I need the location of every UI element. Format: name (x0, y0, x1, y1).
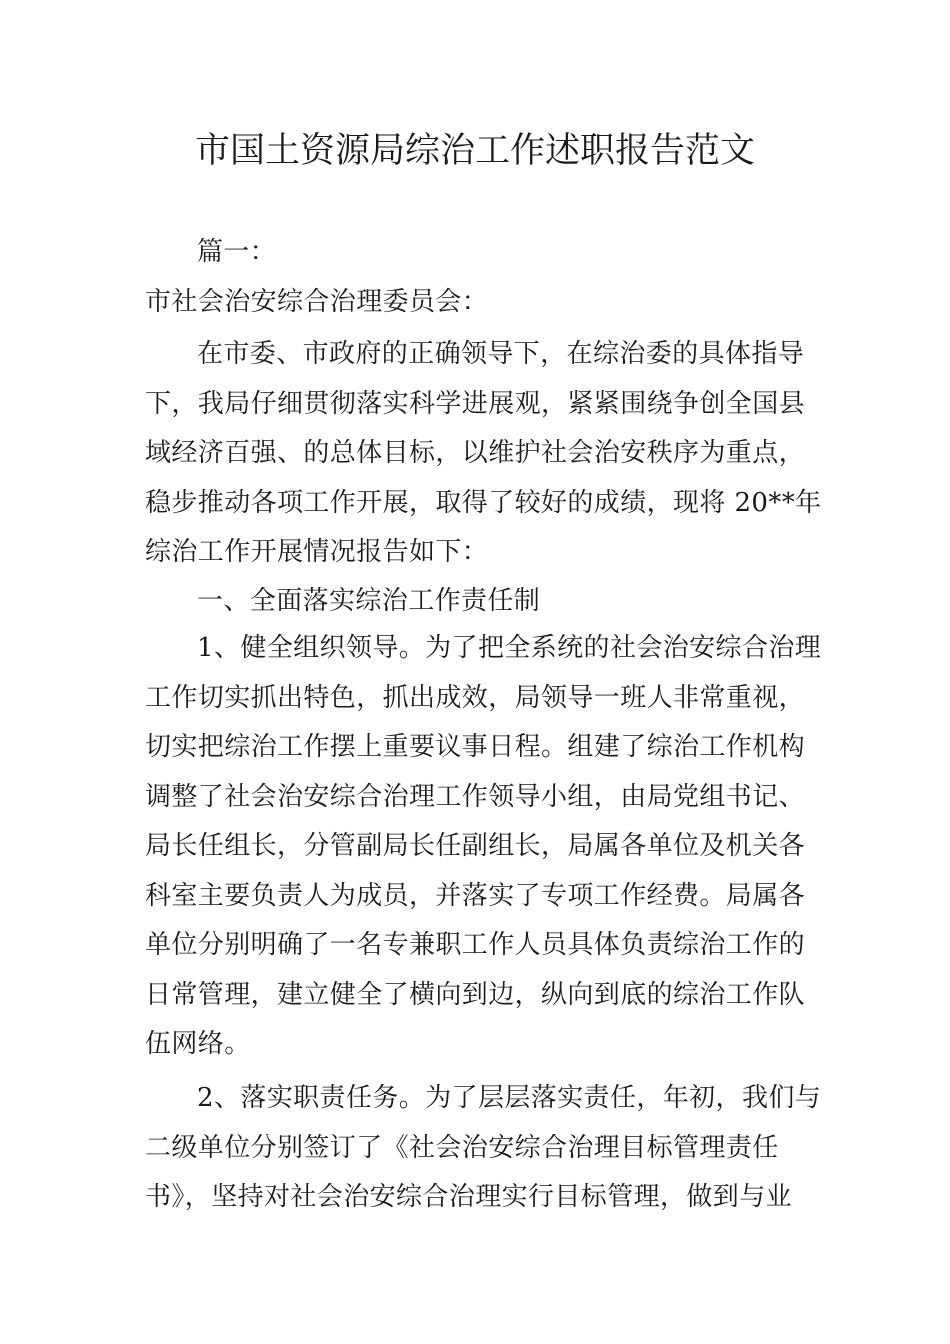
paragraph-line: 伍网络。 (145, 1029, 251, 1059)
paragraph-line: 下，我局仔细贯彻落实科学进展观，紧紧围绕争创全国县 (145, 388, 806, 419)
paragraph-responsibility (145, 1074, 822, 1223)
section-heading-one (145, 577, 810, 625)
paragraph-line: 局长任组长，分管副局长任副组长，局属各单位及机关各 (145, 831, 806, 861)
paragraph-line: 1、健全组织领导。为了把全系统的社会治安综合治理 (197, 633, 822, 663)
paragraph-line: 工作切实抓出特色，抓出成效，局领导一班人非常重视， (145, 682, 806, 713)
paragraph-line: 二级单位分别签订了《社会治安综合治理目标管理责任 (145, 1132, 779, 1163)
paragraph-line: 在市委、市政府的正确领导下，在综治委的具体指导 (197, 339, 805, 369)
salutation: 市社会治安综合治理委员会： (145, 287, 489, 317)
paragraph-line: 综治工作开展情况报告如下： (145, 537, 489, 567)
paragraph-line: 调整了社会治安综合治理工作领导小组，由局党组书记、 (145, 781, 806, 812)
paragraph-line: 2、落实职责任务。为了层层落实责任，年初，我们与 (197, 1083, 822, 1113)
paragraph-line: 稳步推动各项工作开展，取得了较好的成绩，现将 20**年 (145, 487, 822, 518)
paragraph-line: 日常管理，建立健全了横向到边，纵向到底的综治工作队 (145, 979, 806, 1010)
paragraph-line: 单位分别明确了一名专兼职工作人员具体负责综治工作的 (145, 930, 806, 960)
paragraph-line: 书》，坚持对社会治安综合治理实行目标管理，做到与业 (145, 1182, 793, 1212)
paragraph-line: 域经济百强、的总体目标，以维护社会治安秩序为重点， (145, 438, 806, 468)
paragraph-organization (145, 624, 822, 1070)
paragraph-line: 切实把综治工作摆上重要议事日程。组建了综治工作机构 (145, 732, 806, 762)
paragraph-intro (145, 330, 822, 578)
paragraph-line: 一、全面落实综治工作责任制 (197, 586, 541, 616)
paragraph-line: 科室主要负责人为成员，并落实了专项工作经费。局属各 (145, 880, 806, 911)
section-heading: 篇一： (197, 237, 277, 267)
document-title: 市国土资源局综治工作述职报告范文 (194, 131, 755, 171)
